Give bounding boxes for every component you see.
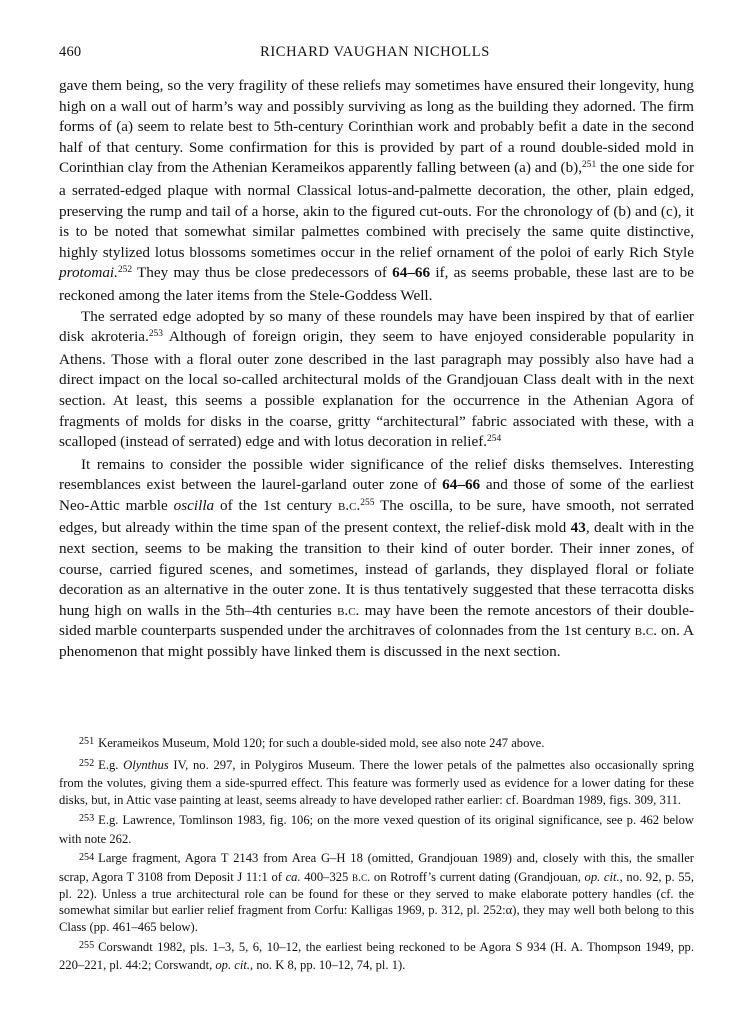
text-run: They may thus be close predecessors of <box>132 264 393 282</box>
footnote-251 <box>59 735 694 754</box>
text-run: and those of some of the earliest Neo-Attic marble <box>59 476 694 514</box>
italic-term: op. cit. <box>215 958 251 973</box>
era-abbrev: b.c. <box>337 601 360 619</box>
footnote-number: 255 <box>79 940 95 952</box>
footnote-number: 251 <box>79 736 95 748</box>
text-run: if, as seems probable, these last are to be reckoned among the later items from the Stele-Goddess Well. <box>59 264 694 304</box>
footnote-number: 252 <box>79 758 95 770</box>
italic-term: ca. <box>285 869 301 884</box>
text-run: , no. K 8, pp. 10–12, 74, pl. 1). <box>250 958 406 973</box>
footnote-ref-253: 253 <box>148 328 163 339</box>
italic-term: op. cit. <box>584 869 620 884</box>
footnote-254 <box>59 850 694 936</box>
paragraph-1 <box>59 76 694 307</box>
text-run: of the 1st century <box>214 496 339 514</box>
footnote-ref-252: 252 <box>117 265 133 276</box>
text-run: The serrated edge adopted by so many of these roundels may have been inspired by that of earlier disk akroteria. <box>59 307 694 346</box>
text-run: Corswandt 1982, pls. 1–3, 5, 6, 10–12, the earliest being reckoned to be Agora S 934 (H. A. Thompson 1949, pp. 220–221, pl. 44:2; Corswandt, <box>59 939 694 973</box>
era-abbrev: b.c. <box>634 622 658 640</box>
body-text <box>59 76 694 663</box>
catalog-ref: 64–66 <box>442 476 481 494</box>
italic-term: Olynthus <box>123 757 169 772</box>
text-run: 400–325 <box>300 869 352 884</box>
footnotes <box>59 735 694 977</box>
italic-term: oscilla <box>173 496 215 514</box>
era-abbrev: b.c. <box>351 869 371 884</box>
text-run: Although of foreign origin, they seem to have enjoyed considerable popularity in Athens. Those with a floral outer zone described in the last paragraph may possibly also have had a direct impact on the local so-called architectural molds of the Grandjouan Class dealt with in the next section. At least, this seems a possible explanation for the occurrence in the Athenian Agora of fragments of molds for disks in the coarse, gritty “architectural” fabric associated with these, with a scalloped (instead of serrated) edge and with lotus decoration in relief. <box>59 328 694 451</box>
running-title: RICHARD VAUGHAN NICHOLLS <box>260 44 490 60</box>
footnote-number: 253 <box>79 813 95 825</box>
catalog-ref: 43 <box>570 519 586 537</box>
text-run: the one side for a serrated-edged plaque with normal Classical lotus-and-palmette decoration, the other, plain edged, preserving the rump and tail of a horse, akin to the figured cut-outs. For the chronology of (b) and (c), it is to be noted that somewhat similar palmettes combined with precisely the same quite distinctive, highly stylized lotus blossoms sometimes occur in the relief ornament of the poloi of early Rich Style <box>59 159 695 261</box>
text-run: may have been the remote ancestors of their double-sided marble counterparts suspended under the architraves of colonnades from the 1st century <box>59 601 695 640</box>
text-run: Large fragment, Agora T 2143 from Area G–H 18 (omitted, Grandjouan 1989) and, closely with this, the smaller scrap, Agora T 3108 from Deposit J 11:1 of <box>59 851 694 884</box>
text-run: E.g. <box>98 757 124 772</box>
text-run: The oscilla, to be sure, have smooth, not serrated edges, but already within the time span of the present context, the relief-disk mold <box>59 496 694 537</box>
text-run: , dealt with in the next section, seems to be making the transition to their kind of outer border. Their inner zones, of course, carried figured scenes, and sometimes, instead of garlands, they displayed floral or foliate decoration as an alternative in the outer zone. It is thus tentatively suggested that these terracotta disks hung high on walls in the 5th–4th centuries <box>59 519 694 619</box>
text-run: gave them being, so the very fragility of these reliefs may sometimes have ensured their longevity, hung high on a wall out of harm’s way and possibly surviving as long as the building they adorned. The firm forms of (a) seem to relate best to 5th-century Corinthian work and probably befit a date in the second half of that century. Some confirmation for this is provided by part of a round double-sided mold in Corinthian clay from the Athenian Kerameikos apparently falling between (a) and (b), <box>59 77 694 177</box>
italic-term: protomai. <box>59 264 118 282</box>
era-abbrev: b.c. <box>338 496 361 514</box>
text-run: on. A phenomenon that might possibly have linked them is discussed in the next section. <box>59 622 694 661</box>
text-run: E.g. Lawrence, Tomlinson 1983, fig. 106; on the more vexed question of its original significance, see p. 462 below with note 262. <box>59 812 694 846</box>
catalog-ref: 64–66 <box>392 264 431 282</box>
footnote-ref-254: 254 <box>487 433 502 444</box>
footnote-255 <box>59 939 694 974</box>
footnote-ref-255: 255 <box>360 497 375 508</box>
text-run: IV, no. 297, in Polygiros Museum. There the lower petals of the palmettes also occasionally spring from the volutes, giving them a side-spurred effect. This feature was formerly used as evidence for a lower dating for these disks, but, in Attic vase painting at least, seems already to have developed rather earlier: cf. Boardman 1989, figs. 309, 311. <box>59 757 694 808</box>
running-head <box>59 44 691 64</box>
text-run: , no. 92, p. 55, pl. 22). Unless a true architectural role can be found for these or they served to make elaborate pottery handles (cf. the somewhat similar but earlier relief fragment from Corfu: Kalligas 1969, p. 312, pl. 252:α), they may well both belong to this Class (pp. 461–465 below). <box>59 869 694 935</box>
footnote-ref-251: 251 <box>582 160 597 171</box>
paragraph-3 <box>59 455 694 663</box>
footnote-number: 254 <box>79 851 95 863</box>
footnote-253 <box>59 812 694 847</box>
paragraph-2 <box>59 307 694 455</box>
text-run: It remains to consider the possible wider significance of the relief disks themselves. Interesting resemblances exist between the laurel-garland outer zone of <box>59 455 694 494</box>
text-run: Kerameikos Museum, Mold 120; for such a double-sided mold, see also note 247 above. <box>98 736 545 750</box>
footnote-252 <box>59 757 694 809</box>
page-number: 460 <box>59 44 82 60</box>
text-run: on Rotroff’s current dating (Grandjouan, <box>370 869 585 884</box>
